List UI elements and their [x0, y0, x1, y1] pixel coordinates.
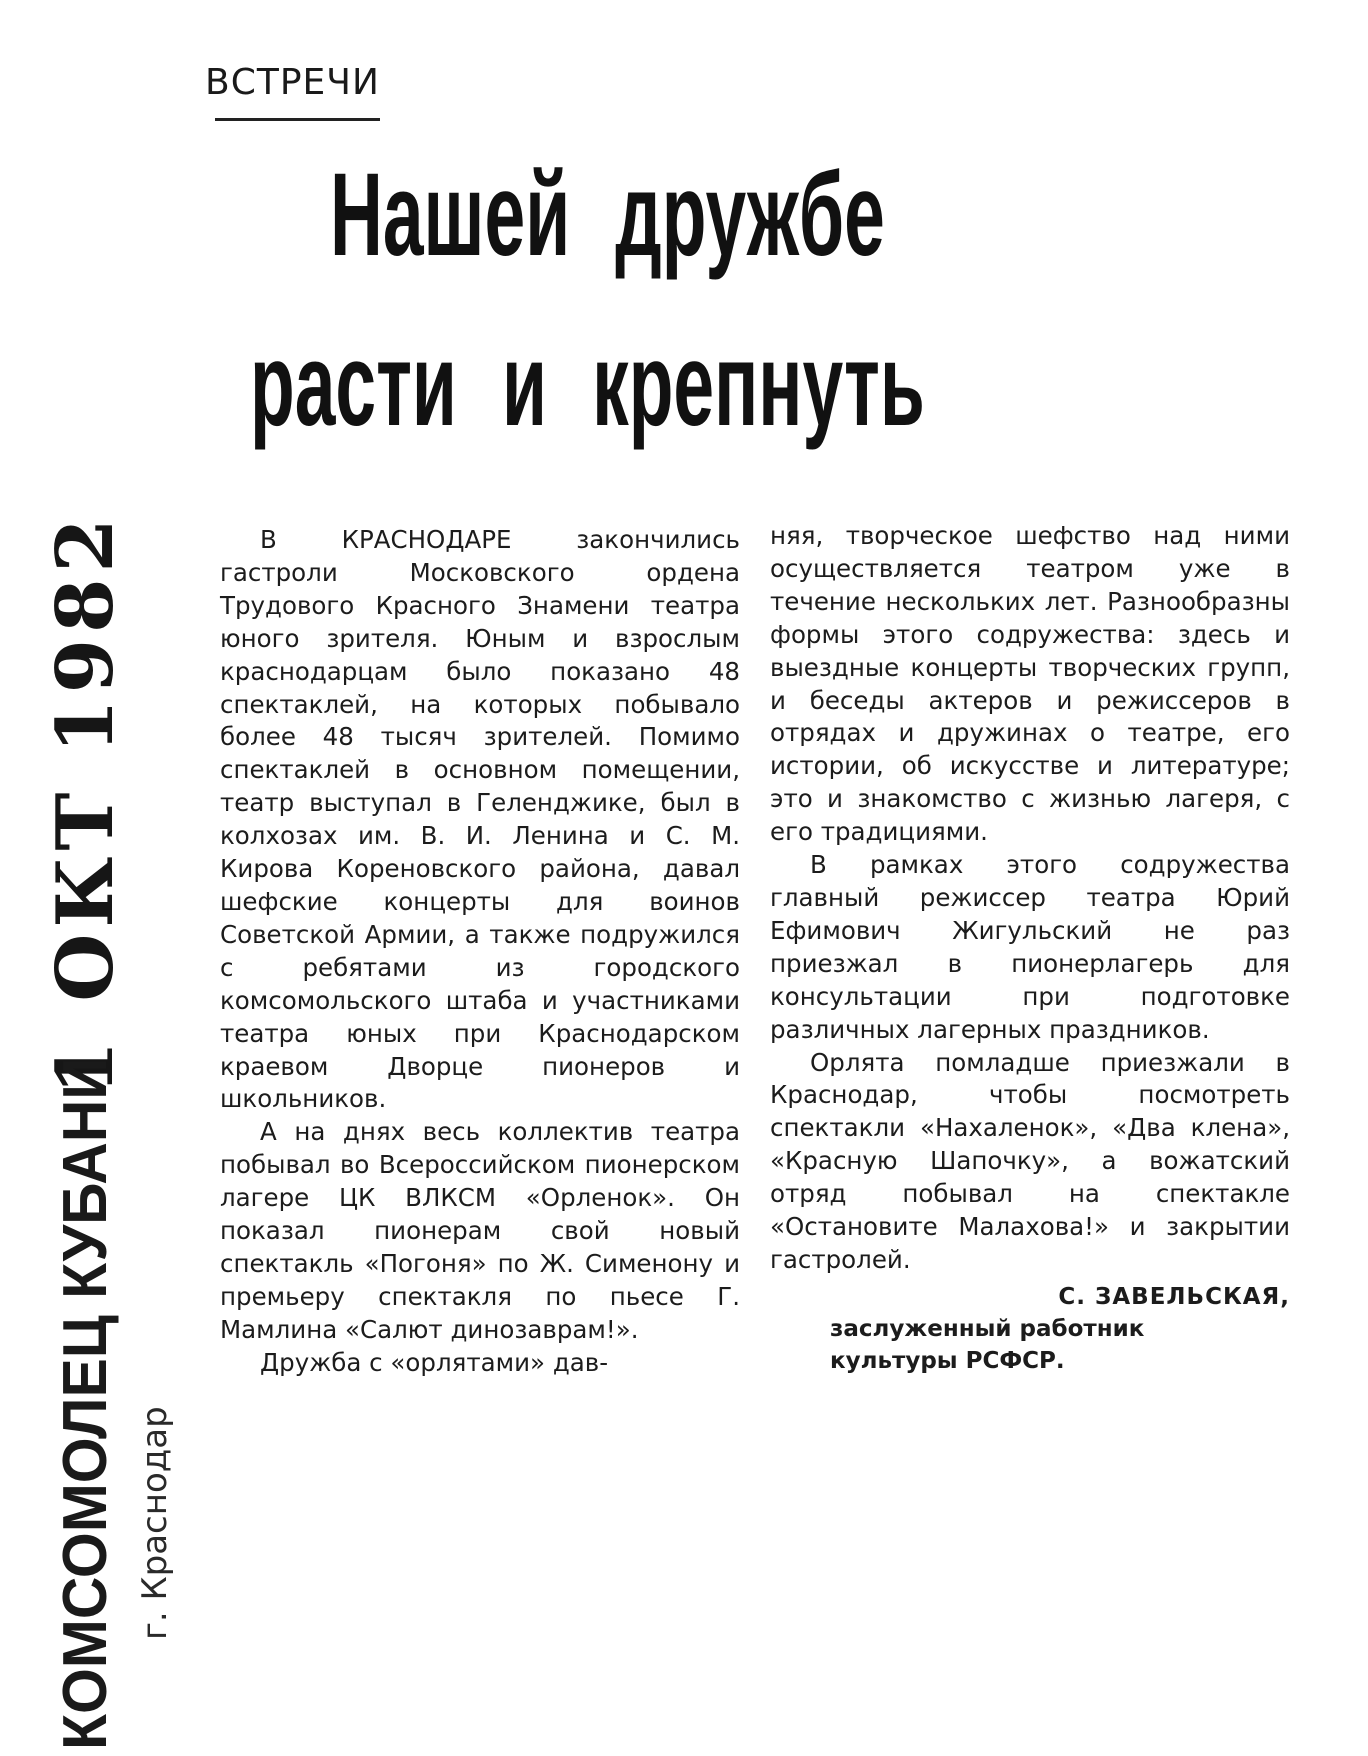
- rubric-underline: [215, 118, 380, 121]
- article-column-right: [770, 520, 1290, 1380]
- newspaper-name-stamp: КОМСОМОЛЕЦ КУБАНИ: [51, 1057, 120, 1750]
- author-title-continued: культуры РСФСР.: [830, 1347, 1065, 1374]
- paragraph: В рамках этого содружества главный режиссер театра Юрий Ефимович Жигульский не раз приезжал в пионерлагерь для консультации при подготовке различных лагерных праздников.: [770, 850, 1290, 1044]
- paragraph: Орлята помладше приезжали в Краснодар, чтобы посмотреть спектакли «Нахаленок», «Два клена», «Красную Шапочку», а вожатский отряд побывал на спектакле «Остановите Малахова!» и закрытии гастролей.: [770, 1047, 1290, 1274]
- paragraph: Дружба с «орлятами» дав-: [260, 1347, 609, 1377]
- headline-line-2: расти и крепнуть: [250, 319, 925, 451]
- headline-line-1: Нашей дружбе: [330, 149, 885, 281]
- headline: [200, 140, 1300, 460]
- archive-date-stamp: 1 ОКТ 1982: [40, 512, 131, 1095]
- article-body: [220, 520, 1290, 1380]
- author-signature: [770, 1281, 1290, 1377]
- paragraph: В КРАСНОДАРЕ закончились гастроли Московского ордена Трудового Красного Знамени театра юного зрителя. Юным и взрослым краснодарцам было показано 48 спектаклей, на которых побывало более 48 тысяч зрителей. Помимо спектаклей в основном помещении, театр выступал в Геленджике, был в колхозах им. В. И. Ленина и С. М. Кирова Кореновского района, давал шефские концерты для воинов Советской Армии, а также подружился с ребятами из городского комсомольского штаба и участниками театра юных при Краснодарском краевом Дворце пионеров и школьников.: [220, 525, 740, 1114]
- city-stamp: г. Краснодар: [135, 1406, 175, 1640]
- paragraph: А на днях весь коллектив театра побывал во Всероссийском пионерском лагере ЦК ВЛКСМ «Орленок». Он показал пионерам свой новый спектакль «Погоня» по Ж. Сименону и премьеру спектакля по пьесе Г. Мамлина «Салют динозаврам!».: [220, 1117, 740, 1344]
- paragraph: няя, творческое шефство над ними осуществляется театром уже в течение нескольких лет. Разнообразны формы этого содружества: здесь и выездные концерты творческих групп, и беседы актеров и режиссеров в отрядах и дружинах о театре, его истории, об искусстве и литературе; это и знакомство с жизнью лагеря, с его традициями.: [770, 521, 1290, 847]
- author-name: С. ЗАВЕЛЬСКАЯ,: [1058, 1283, 1290, 1310]
- rubric-label: ВСТРЕЧИ: [205, 62, 380, 103]
- author-title: заслуженный работник: [830, 1315, 1145, 1342]
- article-column-left: [220, 524, 740, 1380]
